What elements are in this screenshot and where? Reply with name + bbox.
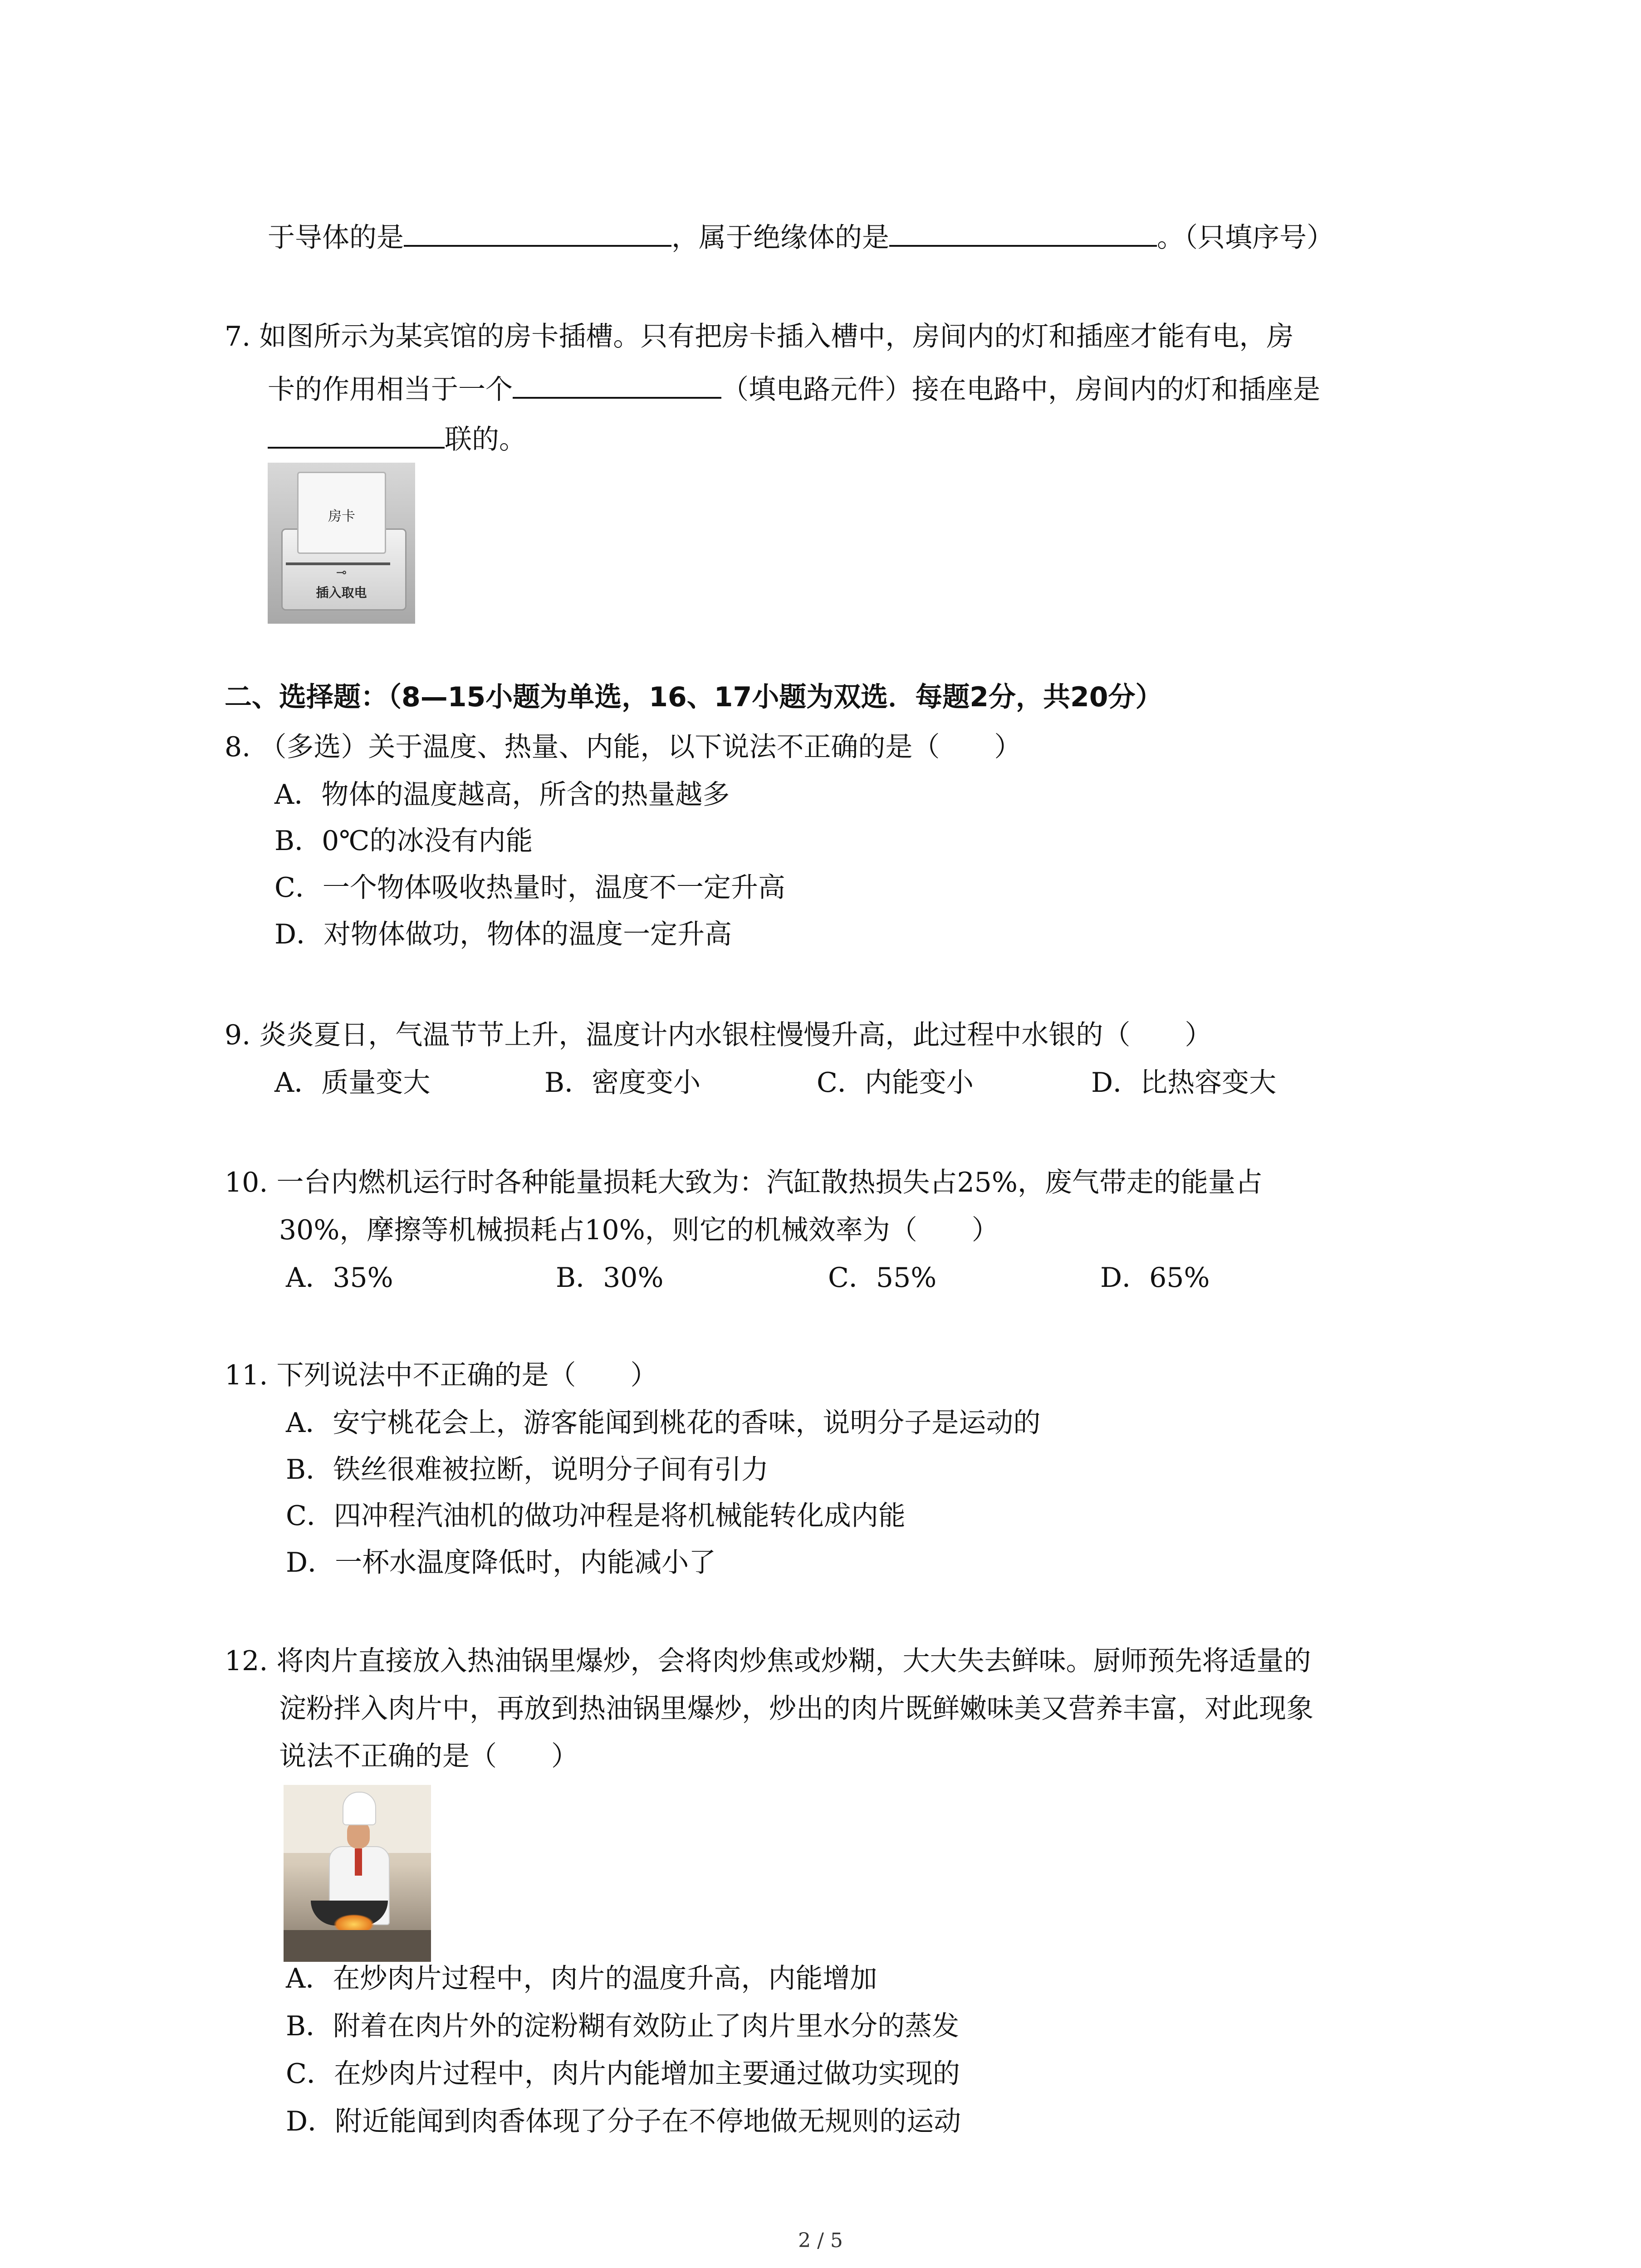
q12-option-c[interactable]: C．在炒肉片过程中，肉片内能增加主要通过做功实现的	[286, 2058, 960, 2090]
card-label: 房卡	[328, 508, 355, 524]
q6-continuation	[268, 218, 1334, 257]
q11-option-d[interactable]: D．一杯水温度降低时，内能减小了	[286, 1547, 716, 1579]
q7-text-c: 联的。	[445, 424, 526, 455]
stove	[284, 1930, 431, 1962]
q12-line-1: 12. 将肉片直接放入热油锅里爆炒，会将肉炒焦或炒糊，大大失去鲜味。厨师预先将适量的	[225, 1645, 1311, 1677]
q7-connection-blank[interactable]	[268, 420, 445, 449]
q10-option-d[interactable]: D．65%	[1100, 1262, 1210, 1294]
q12-option-d[interactable]: D．附近能闻到肉香体现了分子在不停地做无规则的运动	[286, 2106, 961, 2137]
room-card-slot-image	[268, 463, 415, 624]
q8-option-d[interactable]: D．对物体做功，物体的温度一定升高	[274, 919, 732, 950]
q10-line-2: 30%，摩擦等机械损耗占10%，则它的机械效率为（ ）	[279, 1214, 999, 1246]
q8-option-b[interactable]: B．0℃的冰没有内能	[274, 825, 533, 857]
plug-symbol-icon: ⊸	[336, 565, 347, 580]
q6-conductor-blank[interactable]	[404, 218, 671, 247]
chef-scarf	[355, 1848, 362, 1876]
q9-option-a[interactable]: A．质量变大	[274, 1067, 431, 1099]
insert-label: 插入取电	[316, 585, 367, 600]
q6-text-b: ，属于绝缘体的是	[671, 222, 889, 254]
q7-text-b: （填电路元件）接在电路中，房间内的灯和插座是	[721, 374, 1320, 406]
q10-line-1: 10. 一台内燃机运行时各种能量损耗大致为：汽缸散热损失占25%，废气带走的能量占	[225, 1167, 1263, 1198]
q11-stem: 11. 下列说法中不正确的是（ ）	[225, 1359, 658, 1391]
q8-option-c[interactable]: C．一个物体吸收热量时，温度不一定升高	[274, 872, 785, 904]
q9-option-b[interactable]: B．密度变小	[544, 1067, 701, 1099]
q10-option-a[interactable]: A．35%	[286, 1262, 393, 1294]
q12-line-3: 说法不正确的是（ ）	[279, 1740, 578, 1772]
q9-option-d[interactable]: D．比热容变大	[1091, 1067, 1277, 1099]
q12-line-2: 淀粉拌入肉片中，再放到热油锅里爆炒，炒出的肉片既鲜嫩味美又营养丰富，对此现象	[279, 1693, 1313, 1725]
q7-text-a: 卡的作用相当于一个	[268, 374, 513, 406]
q9-option-c[interactable]: C．内能变小	[817, 1067, 974, 1099]
q9-stem: 9. 炎炎夏日，气温节节上升，温度计内水银柱慢慢升高，此过程中水银的（ ）	[225, 1019, 1212, 1051]
q8-stem: 8. （多选）关于温度、热量、内能，以下说法不正确的是（ ）	[225, 731, 1022, 763]
room-card	[297, 472, 386, 554]
q7-line-2	[268, 370, 1320, 409]
chef-head	[347, 1821, 370, 1848]
section-heading: 二、选择题：（8—15小题为单选，16、17小题为双选．每题2分，共20分）	[225, 681, 1163, 713]
q6-insulator-blank[interactable]	[889, 218, 1157, 247]
q6-text-c: 。（只填序号）	[1157, 222, 1334, 254]
q6-text-a: 于导体的是	[268, 222, 404, 254]
chef-stir-fry-image	[284, 1785, 431, 1962]
q7-line-1: 7. 如图所示为某宾馆的房卡插槽。只有把房卡插入槽中，房间内的灯和插座才能有电，房	[225, 321, 1294, 352]
q11-option-c[interactable]: C．四冲程汽油机的做功冲程是将机械能转化成内能	[286, 1500, 906, 1532]
q10-option-c[interactable]: C．55%	[828, 1262, 937, 1294]
chef-hat-icon	[343, 1792, 376, 1825]
q10-option-b[interactable]: B．30%	[556, 1262, 664, 1294]
q12-option-a[interactable]: A．在炒肉片过程中，肉片的温度升高，内能增加	[286, 1963, 877, 1994]
q11-option-a[interactable]: A．安宁桃花会上，游客能闻到桃花的香味，说明分子是运动的	[286, 1407, 1041, 1439]
q7-line-3	[268, 420, 526, 459]
q12-option-b[interactable]: B．附着在肉片外的淀粉糊有效防止了肉片里水分的蒸发	[286, 2010, 960, 2042]
q8-option-a[interactable]: A．物体的温度越高，所含的热量越多	[274, 779, 730, 811]
q11-option-b[interactable]: B．铁丝很难被拉断，说明分子间有引力	[286, 1454, 769, 1486]
q7-component-blank[interactable]	[513, 370, 721, 399]
page-number: 2 / 5	[798, 2229, 843, 2252]
